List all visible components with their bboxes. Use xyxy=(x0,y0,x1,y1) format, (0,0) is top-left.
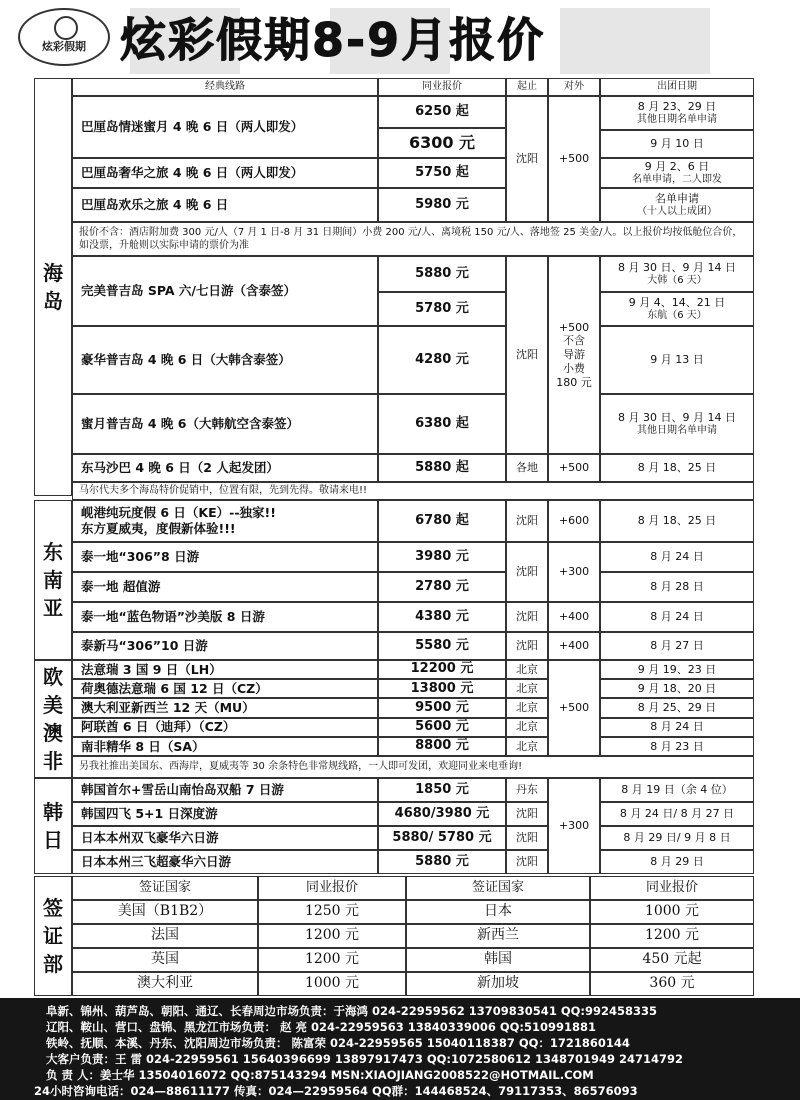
departure-date-sub: 其他日期名单申请 xyxy=(637,113,717,125)
region-europe-america: 欧 美 澳 非 xyxy=(34,660,72,778)
route-price: 5580 元 xyxy=(378,632,506,660)
page-title: 炫彩假期8-9月报价 xyxy=(120,13,546,67)
route-price: 4680/3980 元 xyxy=(378,802,506,826)
departure-date-main: 8 月 30 日、9 月 14 日 xyxy=(618,410,736,424)
logo-text: 炫彩假期 xyxy=(42,40,86,53)
route-price: 13800 元 xyxy=(378,679,506,698)
departure-date: 8 月 24 日 xyxy=(600,542,754,572)
route-name: 日本本州双飞豪华六日游 xyxy=(72,826,378,850)
departure-date xyxy=(600,292,754,326)
route-price: 9500 元 xyxy=(378,698,506,717)
external-surcharge: +500 xyxy=(548,454,600,482)
route-price: 3980 元 xyxy=(378,542,506,572)
visa-price: 1200 元 xyxy=(258,948,406,972)
depart-city: 沈阳 xyxy=(506,542,548,602)
departure-date: 8 月 29 日/ 9 月 8 日 xyxy=(600,826,754,850)
route-price: 5880 元 xyxy=(378,850,506,874)
footer-line: 24小时咨询电话：024—88611177 传真：024—22959564 QQ群：144468524、79117353、86576093 xyxy=(34,1084,638,1098)
route-name: 韩国四飞 5+1 日深度游 xyxy=(72,802,378,826)
footer-line: 负 责 人：姜士华 13504016072 QQ:875143294 MSN:XIAOJIANG2008522@HOTMAIL.COM xyxy=(46,1068,594,1082)
depart-city: 沈阳 xyxy=(506,96,548,222)
route-price: 6780 起 xyxy=(378,500,506,542)
depart-city: 沈阳 xyxy=(506,826,548,850)
route-price: 6380 起 xyxy=(378,394,506,454)
route-price: 2780 元 xyxy=(378,572,506,602)
departure-date: 8 月 18、25 日 xyxy=(600,500,754,542)
visa-price: 1000 元 xyxy=(590,900,754,924)
visa-country: 新西兰 xyxy=(406,924,590,948)
departure-date-main: 8 月 23、29 日 xyxy=(637,99,717,113)
departure-date: 8 月 27 日 xyxy=(600,632,754,660)
visa-price: 360 元 xyxy=(590,972,754,996)
depart-city: 沈阳 xyxy=(506,850,548,874)
external-surcharge: +500 xyxy=(548,660,600,756)
depart-city: 沈阳 xyxy=(506,802,548,826)
departure-date-sub: 名单申请，二人即发 xyxy=(632,173,722,185)
departure-date-main: 8 月 30 日、9 月 14 日 xyxy=(618,260,736,274)
external-surcharge: +500 不含 导游 小费 180 元 xyxy=(548,256,600,454)
departure-date: 8 月 29 日 xyxy=(600,850,754,874)
departure-date xyxy=(600,188,754,222)
depart-city: 丹东 xyxy=(506,778,548,802)
visa-price: 1200 元 xyxy=(590,924,754,948)
departure-date: 8 月 28 日 xyxy=(600,572,754,602)
route-name: 蜜月普吉岛 4 晚 6（大韩航空含泰签） xyxy=(72,394,378,454)
route-name: 法意瑞 3 国 9 日（LH） xyxy=(72,660,378,679)
visa-price: 1250 元 xyxy=(258,900,406,924)
depart-city: 北京 xyxy=(506,660,548,679)
route-name: 日本本州三飞超豪华六日游 xyxy=(72,850,378,874)
contact-footer xyxy=(0,998,800,1100)
route-price: 6250 起 xyxy=(378,96,506,128)
route-price: 6300 元 xyxy=(378,128,506,158)
departure-date: 8 月 19 日（余 4 位） xyxy=(600,778,754,802)
external-surcharge: +300 xyxy=(548,542,600,602)
column-header-external: 对外 xyxy=(548,78,600,96)
departure-date xyxy=(600,394,754,454)
route-name: 巴厘岛情迷蜜月 4 晚 6 日（两人即发） xyxy=(72,96,378,158)
route-name: 泰一地“306”8 日游 xyxy=(72,542,378,572)
region-korea-japan: 韩 日 xyxy=(34,778,72,874)
column-header-price: 同业报价 xyxy=(378,78,506,96)
route-price: 5750 起 xyxy=(378,158,506,188)
route-price: 5880/ 5780 元 xyxy=(378,826,506,850)
departure-date: 8 月 24 日 xyxy=(600,602,754,632)
departure-date: 8 月 25、29 日 xyxy=(600,698,754,717)
route-price: 5880 元 xyxy=(378,256,506,292)
visa-country: 英国 xyxy=(72,948,258,972)
route-name: 荷奥德法意瑞 6 国 12 日（CZ） xyxy=(72,679,378,698)
region-southeast-asia: 东 南 亚 xyxy=(34,500,72,660)
column-header-dates: 出团日期 xyxy=(600,78,754,96)
note-text: 报价不含：酒店附加费 300 元/人（7 月 1 日-8 月 31 日期间）小费 200 元/人、离境税 150 元/人、落地签 25 美金/人。以上报价均按低舱位合价，如没票，升舱则以实际申请的票价为准 xyxy=(72,222,754,256)
departure-date-sub: 其他日期名单申请 xyxy=(637,424,717,436)
visa-country: 澳大利亚 xyxy=(72,972,258,996)
footer-line: 大客户负责：王 雷 024-22959561 15640396699 13897917473 QQ:1072580612 1348701949 24714792 xyxy=(46,1052,684,1066)
visa-country: 法国 xyxy=(72,924,258,948)
note-text: 另我社推出美国东、西海岸，夏威夷等 30 余条特色非常规线路，一人即可发团，欢迎同业来电垂询! xyxy=(72,756,754,778)
visa-header-country: 签证国家 xyxy=(72,876,258,900)
departure-date: 9 月 10 日 xyxy=(600,130,754,158)
departure-date-main: 9 月 2、6 日 xyxy=(644,159,710,173)
visa-price: 1200 元 xyxy=(258,924,406,948)
route-name: 泰一地 超值游 xyxy=(72,572,378,602)
depart-city: 沈阳 xyxy=(506,632,548,660)
footer-line: 铁岭、抚顺、本溪、丹东、沈阳周边市场负责： 陈富荣 024-22959565 15040118387 QQ：1721860144 xyxy=(46,1036,630,1050)
route-name: 阿联酋 6 日（迪拜）（CZ） xyxy=(72,718,378,737)
route-price: 5600 元 xyxy=(378,718,506,737)
route-price: 5780 元 xyxy=(378,292,506,326)
external-surcharge: +400 xyxy=(548,632,600,660)
route-name: 泰一地“蓝色物语”沙美版 8 日游 xyxy=(72,602,378,632)
visa-header-country: 签证国家 xyxy=(406,876,590,900)
route-name: 东马沙巴 4 晚 6 日（2 人起发团） xyxy=(72,454,378,482)
visa-country: 美国（B1B2） xyxy=(72,900,258,924)
visa-header-price: 同业报价 xyxy=(590,876,754,900)
route-name: 完美普吉岛 SPA 六/七日游（含泰签） xyxy=(72,256,378,326)
depart-city: 北京 xyxy=(506,698,548,717)
departure-date: 9 月 18、20 日 xyxy=(600,679,754,698)
departure-date: 8 月 23 日 xyxy=(600,737,754,756)
route-name: 豪华普吉岛 4 晚 6 日（大韩含泰签） xyxy=(72,326,378,394)
departure-date: 9 月 19、23 日 xyxy=(600,660,754,679)
route-name: 南非精华 8 日（SA） xyxy=(72,737,378,756)
visa-country: 新加坡 xyxy=(406,972,590,996)
departure-date-main: 9 月 4、14、21 日 xyxy=(628,295,726,309)
route-price: 1850 元 xyxy=(378,778,506,802)
departure-date: 8 月 24 日 xyxy=(600,718,754,737)
departure-date: 8 月 18、25 日 xyxy=(600,454,754,482)
departure-date-sub: 大韩（6 天） xyxy=(647,274,707,286)
route-name: 岘港纯玩度假 6 日（KE）--独家!! 东方夏威夷，度假新体验!!! xyxy=(72,500,378,542)
external-surcharge: +500 xyxy=(548,96,600,222)
route-price: 8800 元 xyxy=(378,737,506,756)
column-header-route: 经典线路 xyxy=(72,78,378,96)
column-header-depart: 起止 xyxy=(506,78,548,96)
depart-city: 沈阳 xyxy=(506,602,548,632)
footer-line: 辽阳、鞍山、营口、盘锦、黑龙江市场负责： 赵 亮 024-22959563 13840339006 QQ:510991881 xyxy=(46,1020,596,1034)
depart-city: 沈阳 xyxy=(506,500,548,542)
depart-city: 北京 xyxy=(506,718,548,737)
departure-date xyxy=(600,158,754,188)
departure-date: 8 月 24 日/ 8 月 27 日 xyxy=(600,802,754,826)
external-surcharge: +300 xyxy=(548,778,600,874)
depart-city: 各地 xyxy=(506,454,548,482)
visa-country: 韩国 xyxy=(406,948,590,972)
footer-line: 阜新、锦州、葫芦岛、朝阳、通辽、长春周边市场负责：于海鸿 024-22959562 13709830541 QQ:992458335 xyxy=(46,1004,657,1018)
route-price: 5980 元 xyxy=(378,188,506,222)
departure-date-sub: 东航（6 天） xyxy=(647,309,707,321)
route-price: 12200 元 xyxy=(378,660,506,679)
region-visa: 签 证 部 xyxy=(34,876,72,996)
external-surcharge: +400 xyxy=(548,602,600,632)
visa-price: 1000 元 xyxy=(258,972,406,996)
external-surcharge: +600 xyxy=(548,500,600,542)
departure-date xyxy=(600,256,754,292)
depart-city: 北京 xyxy=(506,737,548,756)
departure-date-main: 名单申请 xyxy=(655,191,699,205)
route-price: 5880 起 xyxy=(378,454,506,482)
depart-city: 沈阳 xyxy=(506,256,548,454)
route-name: 巴厘岛奢华之旅 4 晚 6 日（两人即发） xyxy=(72,158,378,188)
visa-price: 450 元起 xyxy=(590,948,754,972)
departure-date-sub: （十人以上成团） xyxy=(637,205,717,217)
region-island: 海 岛 xyxy=(34,78,72,496)
note-text: 马尔代夫多个海岛特价促销中，位置有限，先到先得。敬请来电!! xyxy=(72,482,754,500)
visa-country: 日本 xyxy=(406,900,590,924)
route-name: 韩国首尔+雪岳山南怡岛双船 7 日游 xyxy=(72,778,378,802)
route-price: 4280 元 xyxy=(378,326,506,394)
visa-header-price: 同业报价 xyxy=(258,876,406,900)
route-name: 泰新马“306”10 日游 xyxy=(72,632,378,660)
route-name: 澳大利亚新西兰 12 天（MU） xyxy=(72,698,378,717)
departure-date: 9 月 13 日 xyxy=(600,326,754,394)
depart-city: 北京 xyxy=(506,679,548,698)
route-name: 巴厘岛欢乐之旅 4 晚 6 日 xyxy=(72,188,378,222)
route-price: 4380 元 xyxy=(378,602,506,632)
departure-date xyxy=(600,96,754,130)
